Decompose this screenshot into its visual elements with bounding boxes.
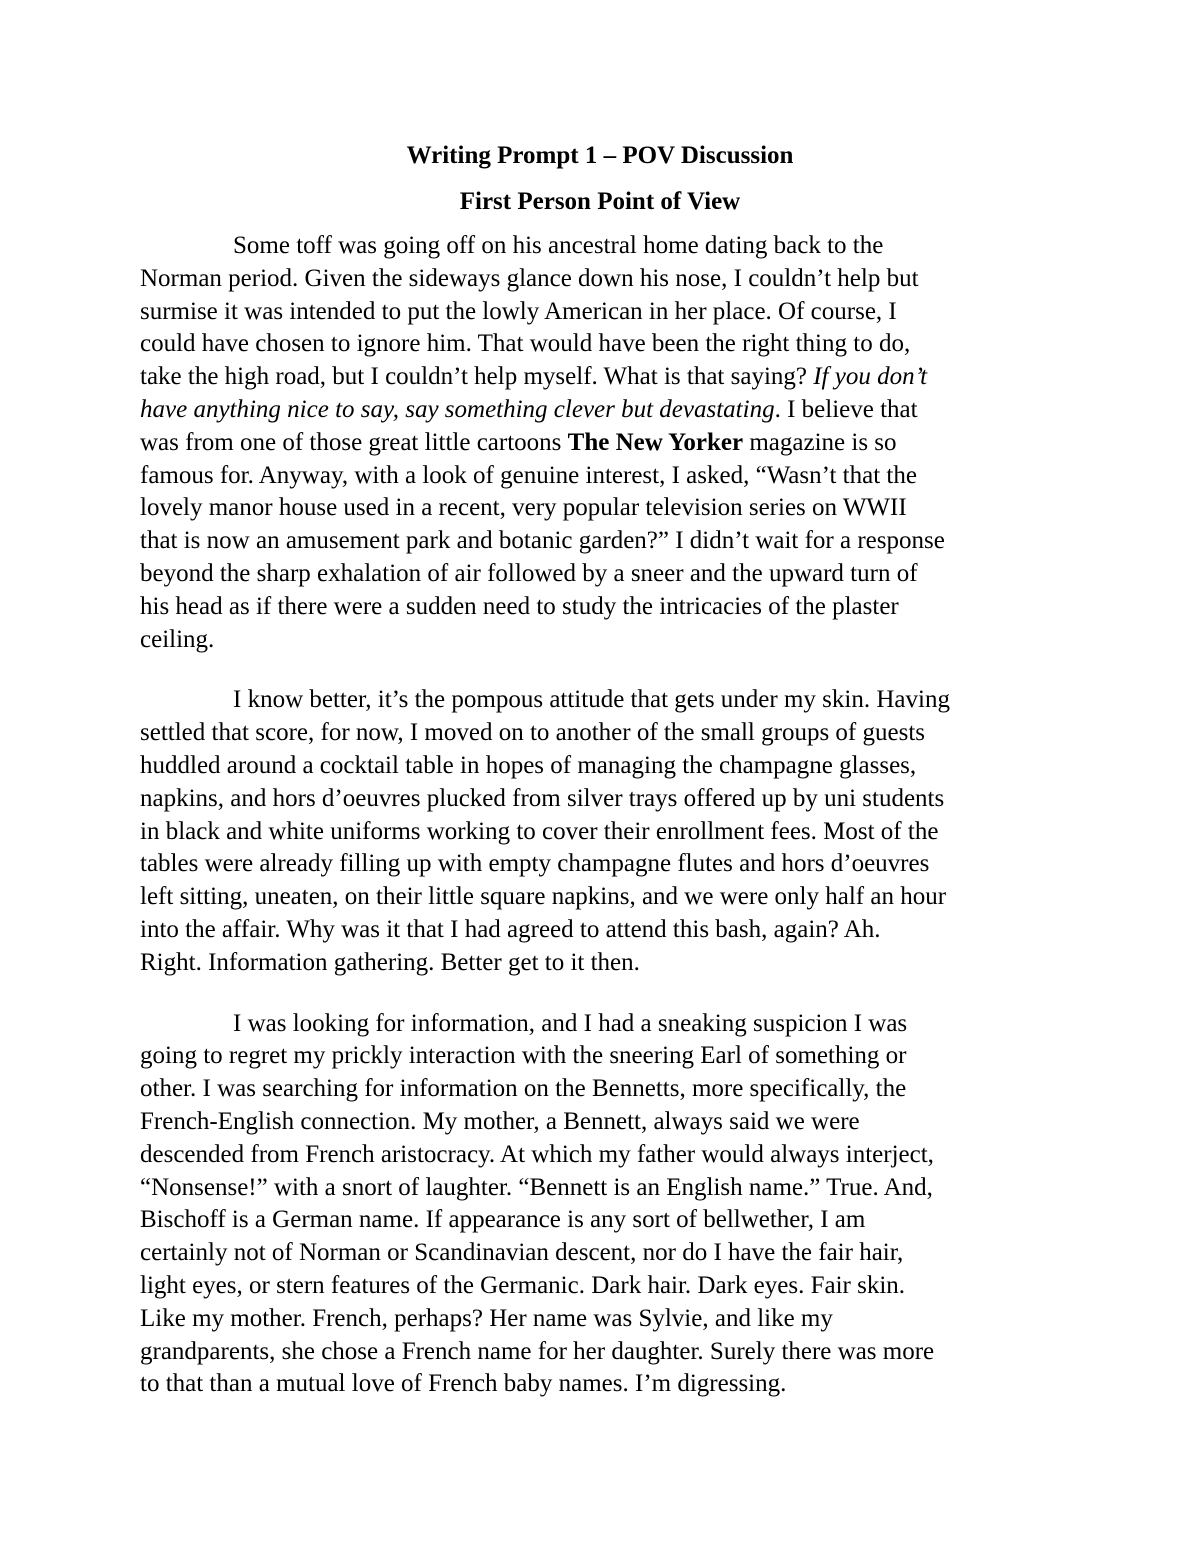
text-line: was from one of those great little cartoons The New Yorker magazine is so xyxy=(140,428,897,456)
text-line: napkins, and hors d’oeuvres plucked from silver trays offered up by uni students xyxy=(140,784,945,812)
paragraph-1 xyxy=(140,230,1060,656)
text-line: Some toff was going off on his ancestral home dating back to the xyxy=(233,232,884,259)
italic-text: If you don’t xyxy=(813,363,928,391)
text-line: Like my mother. French, perhaps? Her name was Sylvie, and like my xyxy=(140,1304,833,1332)
text-line: lovely manor house used in a recent, very popular television series on WWII xyxy=(140,494,907,522)
text-line: famous for. Anyway, with a look of genuine interest, I asked, “Wasn’t that the xyxy=(140,461,917,489)
italic-text: have anything nice to say, say something clever but devastating xyxy=(140,395,775,423)
text-line: other. I was searching for information on the Bennetts, more specifically, the xyxy=(140,1075,907,1103)
text-line: his head as if there were a sudden need to study the intricacies of the plaster xyxy=(140,592,899,620)
text-line: take the high road, but I couldn’t help myself. What is that saying? If you don’t xyxy=(140,363,928,391)
text-line: Bischoff is a German name. If appearance is any sort of bellwether, I am xyxy=(140,1206,866,1234)
paragraph-3 xyxy=(140,1008,1060,1402)
text-line: I know better, it’s the pompous attitude that gets under my skin. Having xyxy=(233,686,950,714)
text-line: French-English connection. My mother, a Bennett, always said we were xyxy=(140,1107,860,1135)
text-line: I was looking for information, and I had a sneaking suspicion I was xyxy=(233,1009,908,1037)
text-line: that is now an amusement park and botanic garden?” I didn’t wait for a response xyxy=(140,527,945,555)
text-line: descended from French aristocracy. At which my father would always interject, xyxy=(140,1140,934,1168)
text-line: ceiling. xyxy=(140,625,215,653)
text-line: in black and white uniforms working to cover their enrollment fees. Most of the xyxy=(140,817,939,845)
paragraph-2 xyxy=(140,684,1060,979)
text-line: huddled around a cocktail table in hopes of managing the champagne glasses, xyxy=(140,751,917,779)
text-line: certainly not of Norman or Scandinavian descent, nor do I have the fair hair, xyxy=(140,1239,904,1267)
bold-text: The New Yorker xyxy=(567,428,744,456)
text-line: could have chosen to ignore him. That would have been the right thing to do, xyxy=(140,330,911,358)
text-line: have anything nice to say, say something clever but devastating. I believe that xyxy=(140,395,918,423)
text-line: tables were already filling up with empty champagne flutes and hors d’oeuvres xyxy=(140,850,930,878)
text-line: Norman period. Given the sideways glance down his nose, I couldn’t help but xyxy=(140,264,919,292)
text-line: light eyes, or stern features of the Germanic. Dark hair. Dark eyes. Fair skin. xyxy=(140,1271,906,1299)
text-line: surmise it was intended to put the lowly American in her place. Of course, I xyxy=(140,297,897,325)
text-line: to that than a mutual love of French baby names. I’m digressing. xyxy=(140,1370,787,1398)
text-line: settled that score, for now, I moved on to another of the small groups of guests xyxy=(140,719,926,747)
document-body xyxy=(140,140,1060,1429)
text-line: going to regret my prickly interaction with the sneering Earl of something or xyxy=(140,1042,907,1070)
text-line: “Nonsense!” with a snort of laughter. “Bennett is an English name.” True. And, xyxy=(140,1173,933,1201)
paragraphs xyxy=(140,230,1060,1401)
text-line: beyond the sharp exhalation of air followed by a sneer and the upward turn of xyxy=(140,559,918,587)
text-line: grandparents, she chose a French name for her daughter. Surely there was more xyxy=(140,1337,935,1365)
document-subtitle: First Person Point of View xyxy=(459,188,741,215)
text-line: Right. Information gathering. Better get to it then. xyxy=(140,948,640,976)
text-line: into the affair. Why was it that I had agreed to attend this bash, again? Ah. xyxy=(140,915,881,943)
text-line: left sitting, uneaten, on their little square napkins, and we were only half an hour xyxy=(140,883,947,911)
document-title: Writing Prompt 1 – POV Discussion xyxy=(406,142,794,169)
